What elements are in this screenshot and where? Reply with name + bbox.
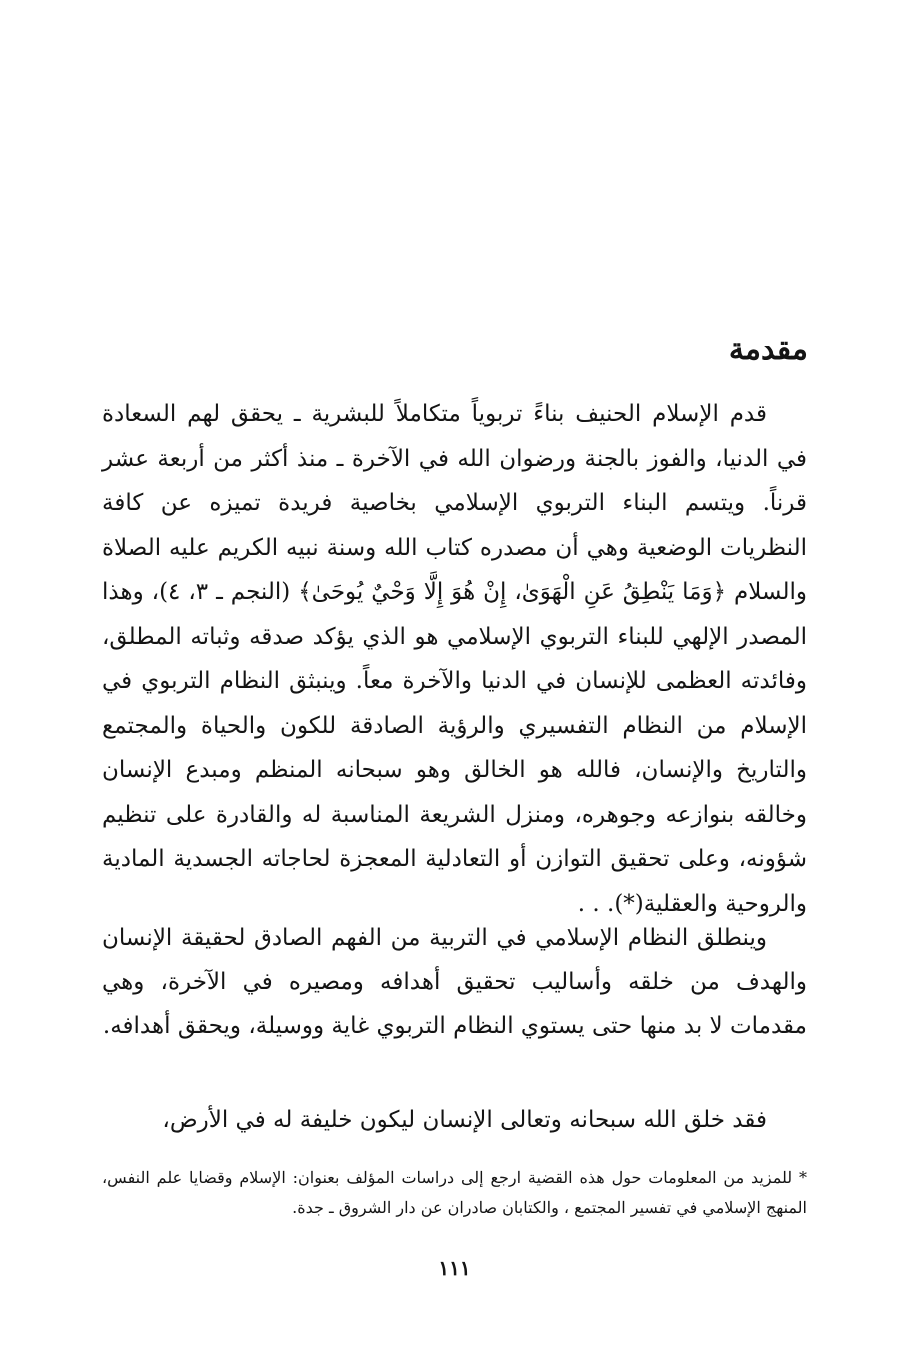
paragraph-3: [102, 1098, 807, 1142]
page-number: ١١١: [438, 1256, 471, 1280]
paragraph-2: [102, 916, 807, 1048]
paragraph-2-text: وينطلق النظام الإسلامي في التربية من الفهم الصادق لحقيقة الإنسان والهدف من خلقه وأساليب تحقيق أهدافه ومصيره في الآخرة، وهي مقدمات لا بد منها حتى يستوي النظام التربوي غاية ووسيلة، ويحقق أهدافه.: [102, 925, 807, 1039]
paragraph-3-text: فقد خلق الله سبحانه وتعالى الإنسان ليكون خليفة له في الأرض،: [162, 1107, 767, 1133]
footnote: * للمزيد من المعلومات حول هذه القضية ارجع إلى دراسات المؤلف بعنوان: الإسلام وقضايا علم النفس، المنهج الإسلامي في تفسير المجتمع ، والكتابان صادران عن دار الشروق ـ جدة.: [102, 1168, 808, 1217]
paragraph-1: [102, 392, 807, 926]
section-heading: مقدمة: [728, 332, 808, 367]
paragraph-1-text: قدم الإسلام الحنيف بناءً تربوياً متكاملاً للبشرية ـ يحقق لهم السعادة في الدنيا، والفوز بالجنة ورضوان الله في الآخرة ـ منذ أكثر من أربعة عشر قرناً. ويتسم البناء التربوي الإسلامي بخاصية فريدة تميزه عن كافة النظريات الوضعية وهي أن مصدره كتاب الله وسنة نبيه الكريم عليه الصلاة والسلام ﴿وَمَا يَنْطِقُ عَنِ الْهَوَىٰ، إِنْ هُوَ إِلَّا وَحْيٌ يُوحَىٰ﴾ (النجم ـ ٣، ٤)، وهذا المصدر الإلهي للبناء التربوي الإسلامي هو الذي يؤكد صدقه وثباته المطلق، وفائدته العظمى للإنسان في الدنيا والآخرة معاً. وينبثق النظام التربوي في الإسلام من النظام التفسيري والرؤية الصادقة للكون والحياة والمجتمع والتاريخ والإنسان، فالله هو الخالق وهو سبحانه المنظم ومبدع الإنسان وخالقه بنوازعه وجوهره، ومنزل الشريعة المناسبة له والقادرة على تنظيم شؤونه، وعلى تحقيق التوازن أو التعادلية المعجزة لحاجاته الجسدية المادية والروحية والعقلية(*). . .: [102, 401, 807, 917]
